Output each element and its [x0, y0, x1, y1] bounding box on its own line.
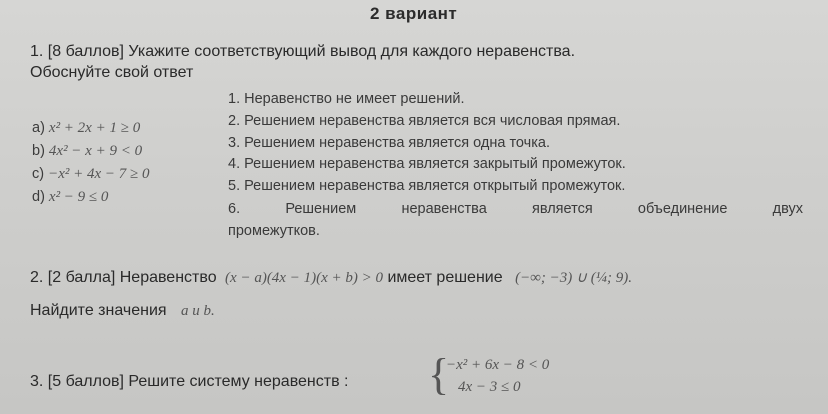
- question-2-line-2: [30, 302, 215, 320]
- inequality-a-label: a): [32, 120, 45, 136]
- variant-title: 2 вариант: [370, 4, 458, 23]
- inequality-b: [32, 143, 142, 160]
- inequality-c-label: c): [32, 166, 45, 182]
- option-6: 6. Решением неравенства является объединение двух: [228, 201, 803, 217]
- inequality-a-expr: x² + 2x + 1 ≥ 0: [48, 120, 141, 136]
- inequality-c-expr: −x² + 4x − 7 ≥ 0: [48, 166, 150, 182]
- question-3-text: 3. [5 баллов] Решите систему неравенств :: [30, 373, 349, 390]
- question-1-line-1: 1. [8 баллов] Укажите соответствующий вывод для каждого неравенства.: [30, 43, 576, 60]
- question-2-prefix: 2. [2 балла] Неравенство: [30, 269, 217, 286]
- question-1-line-2: Обоснуйте свой ответ: [30, 64, 194, 81]
- system-brace: {: [428, 350, 450, 399]
- question-2-solution: (−∞; −3) ∪ (¼; 9).: [515, 270, 632, 286]
- option-2: 2. Решением неравенства является вся числовая прямая.: [228, 113, 621, 129]
- option-6-continued: промежутков.: [228, 223, 320, 239]
- system-inequality-2: 4x − 3 ≤ 0: [458, 379, 521, 395]
- option-4: 4. Решением неравенства является закрытый промежуток.: [228, 156, 626, 172]
- question-2-mid: имеет решение: [387, 269, 503, 286]
- inequality-b-label: b): [32, 143, 45, 159]
- option-3: 3. Решением неравенства является одна точка.: [228, 135, 550, 151]
- question-2-vars: a и b.: [181, 303, 215, 319]
- inequality-d-label: d): [32, 189, 45, 205]
- question-2-line-1: [30, 268, 632, 287]
- option-5: 5. Решением неравенства является открытый промежуток.: [228, 178, 626, 194]
- inequality-d-expr: x² − 9 ≤ 0: [48, 189, 109, 205]
- inequality-a: [32, 120, 140, 137]
- inequality-c: [32, 166, 150, 183]
- system-inequality-1: −x² + 6x − 8 < 0: [446, 357, 550, 373]
- question-2-inequality: (x − a)(4x − 1)(x + b) > 0: [225, 270, 383, 286]
- question-2-find: Найдите значения: [30, 302, 167, 319]
- inequality-d: [32, 189, 108, 206]
- option-1: 1. Неравенство не имеет решений.: [228, 91, 465, 107]
- inequality-b-expr: 4x² − x + 9 < 0: [48, 143, 143, 159]
